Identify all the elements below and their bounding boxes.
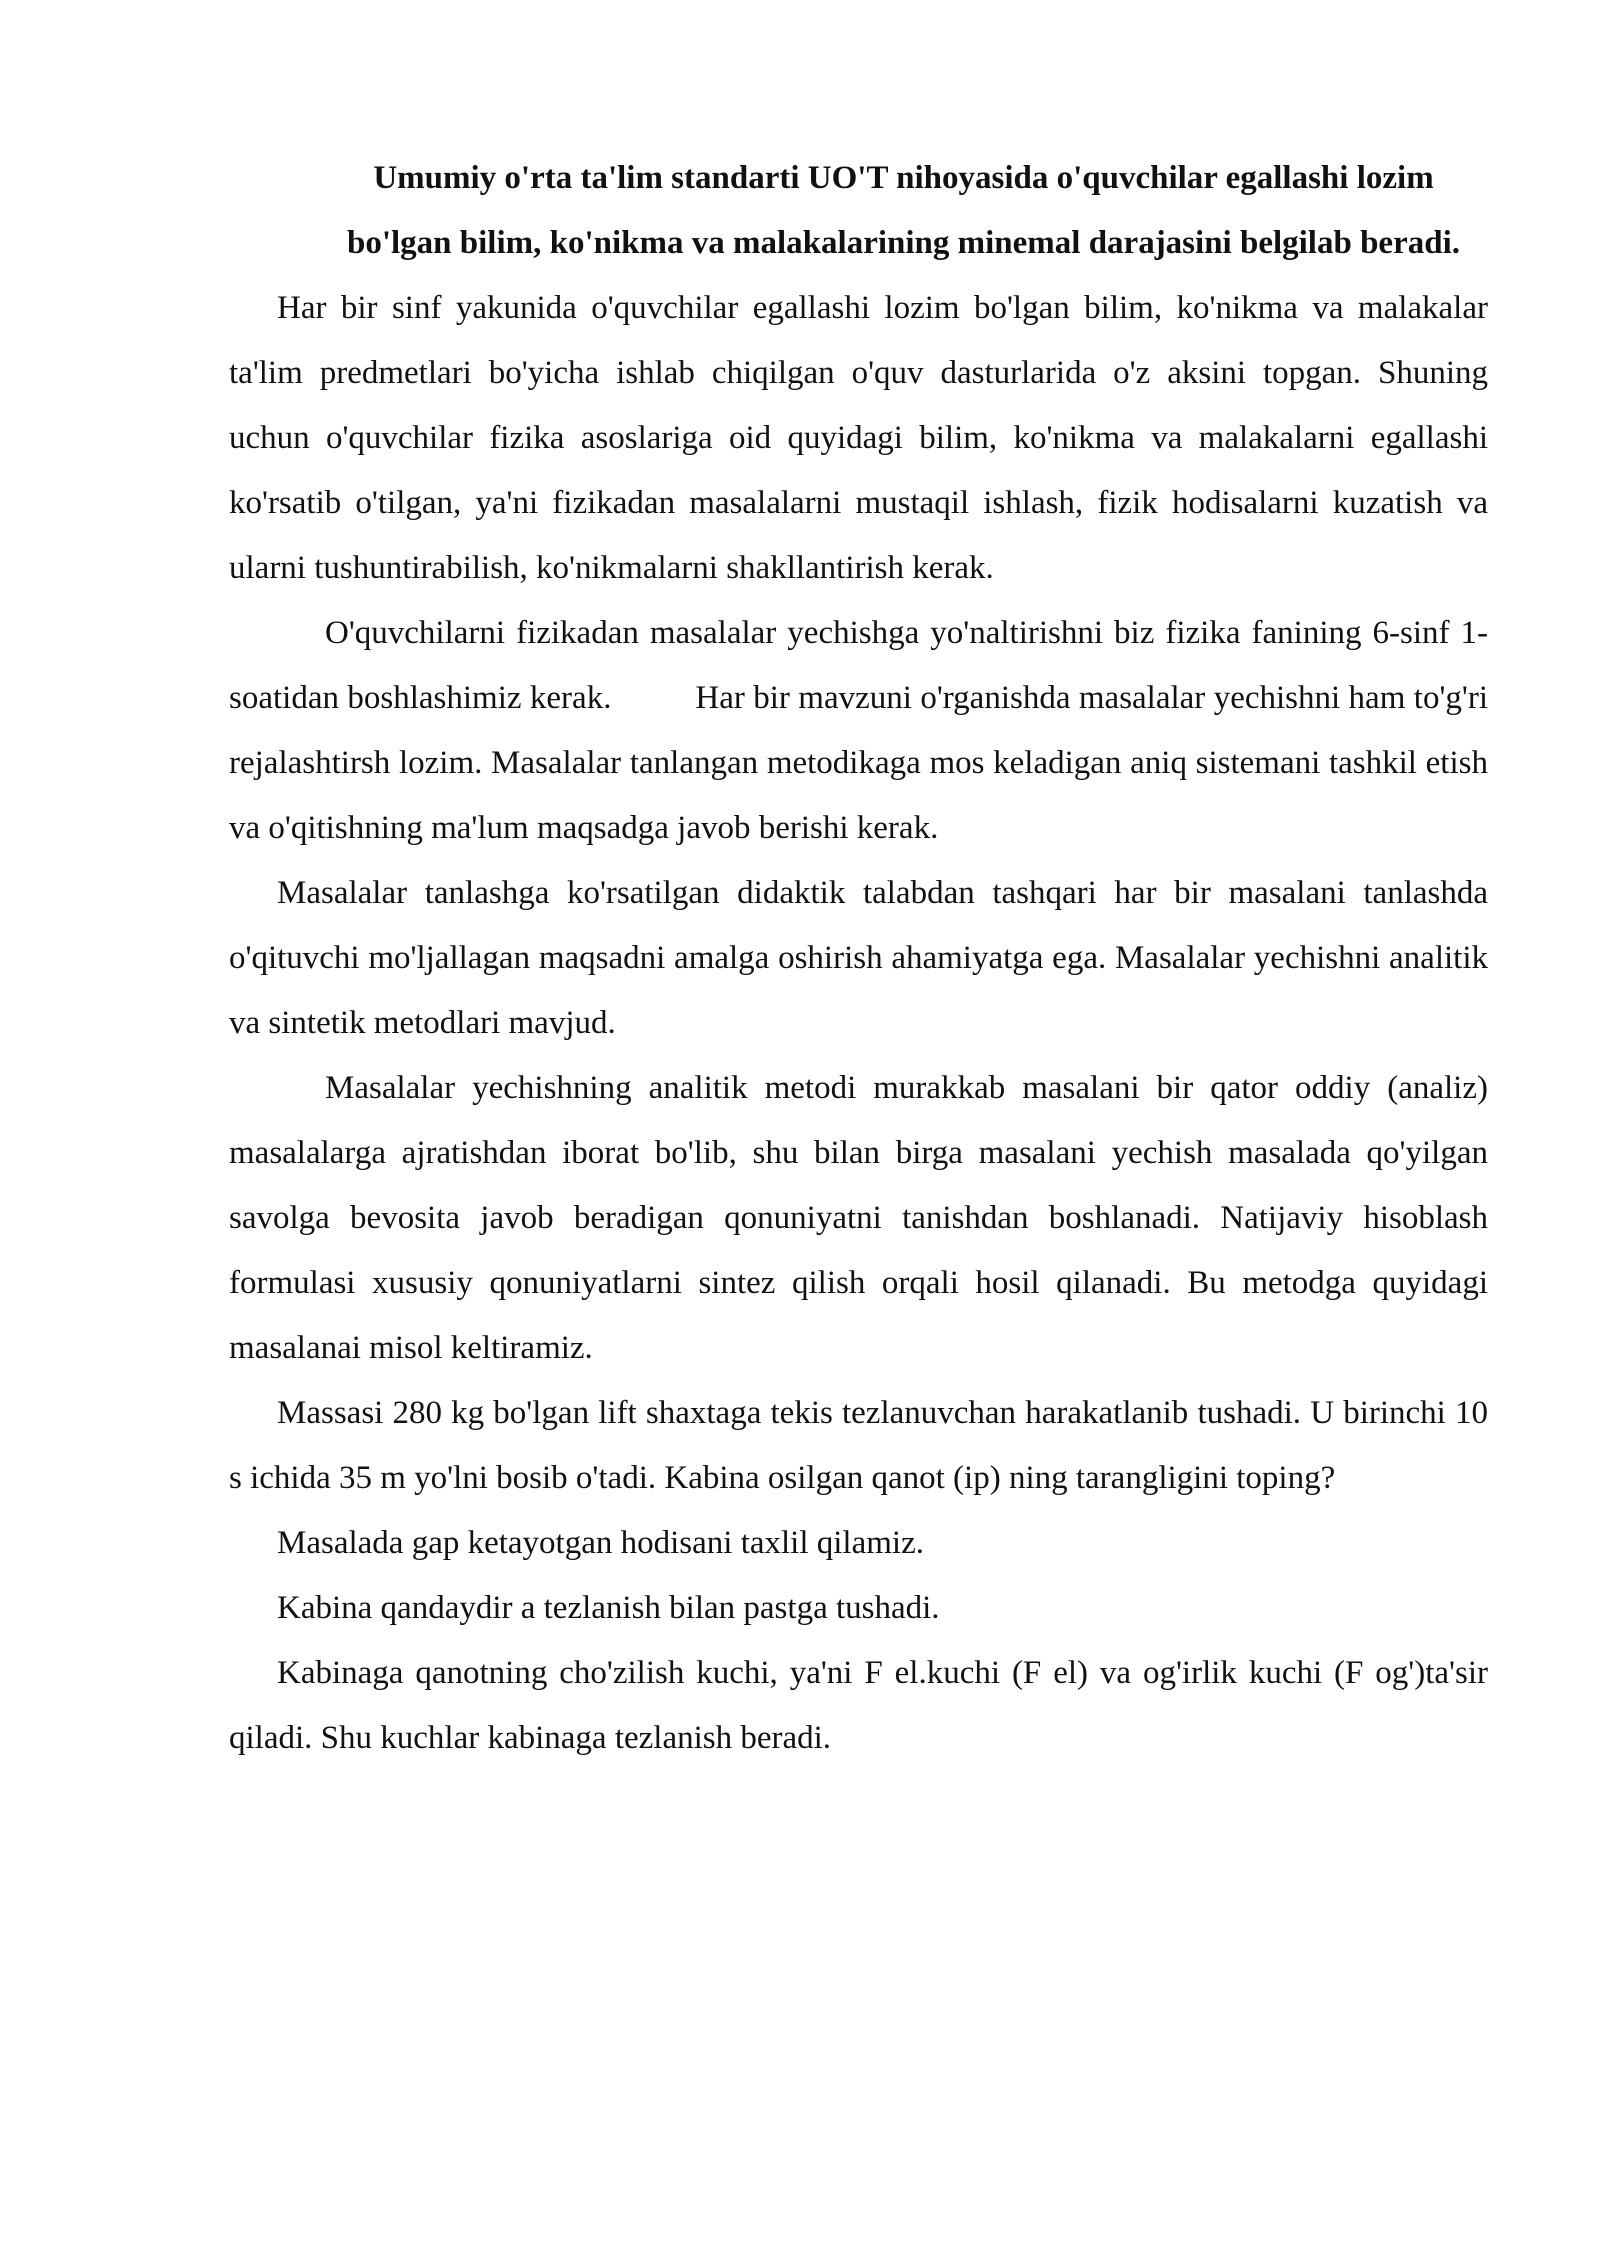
paragraph-forces: Kabinaga qanotning cho'zilish kuchi, ya'ni F el.kuchi (F el) va og'irlik kuchi (F og')ta'sir qiladi. Shu kuchlar kabinaga tezlanish beradi.: [229, 1655, 1488, 1756]
paragraph-lift-problem: Massasi 280 kg bo'lgan lift shaxtaga tekis tezlanuvchan harakatlanib tushadi. U birinchi 10 s ichida 35 m yo'lni bosib o'tadi. Kabina osilgan qanot (ip) ning tarangligini toping?: [229, 1395, 1488, 1496]
document-body: [229, 146, 1497, 1771]
paragraph-analytic-method: Masalalar yechishning analitik metodi murakkab masalani bir qator oddiy (analiz) masalalarga ajratishdan iborat bo'lib, shu bilan birga masalani yechish masalada qo'yilgan savolga bevosita javob beradigan qonuniyatni tanishdan boshlanadi. Natijaviy hisoblash formulasi xususiy qonuniyatlarni sintez qilish orqali hosil qilanadi. Bu metodga quyidagi masalanai misol keltiramiz.: [229, 1070, 1488, 1366]
paragraph-standards: Har bir sinf yakunida o'quvchilar egallashi lozim bo'lgan bilim, ko'nikma va malakalar ta'lim predmetlari bo'yicha ishlab chiqilgan o'quv dasturlarida o'z aksini topgan. Shuning uchun o'quvchilar fizika asoslariga oid quyidagi bilim, ko'nikma va malakalarni egallashi ko'rsatib o'tilgan, ya'ni fizikadan masalalarni mustaqil ishlash, fizik hodisalarni kuzatish va ularni tushuntirabilish, ko'nikmalarni shakllantirish kerak.: [229, 290, 1488, 586]
document-heading: Umumiy o'rta ta'lim standarti UO'T nihoyasida o'quvchilar egallashi lozim bo'lgan bilim, ko'nikma va malakalarining minemal darajasini belgilab beradi.: [346, 160, 1460, 261]
paragraph-acceleration: Kabina qandaydir a tezlanish bilan pastga tushadi.: [277, 1590, 940, 1626]
paragraph-selection: Masalalar tanlashga ko'rsatilgan didaktik talabdan tashqari har bir masalani tanlashda o'qituvchi mo'ljallagan maqsadni amalga oshirish ahamiyatga ega. Masalalar yechishni analitik va sintetik metodlari mavjud.: [229, 875, 1488, 1041]
paragraph-problem-solving-start: O'quvchilarni fizikadan masalalar yechishga yo'naltirishni biz fizika fanining 6-sinf 1-soatidan boshlashimiz kerak. Har bir mavzuni o'rganishda masalalar yechishni ham to'g'ri rejalashtirsh lozim. Masalalar tanlangan metodikaga mos keladigan aniq sistemani tashkil etish va o'qitishning ma'lum maqsadga javob berishi kerak.: [229, 615, 1497, 846]
paragraph-analysis: Masalada gap ketayotgan hodisani taxlil qilamiz.: [277, 1525, 924, 1561]
